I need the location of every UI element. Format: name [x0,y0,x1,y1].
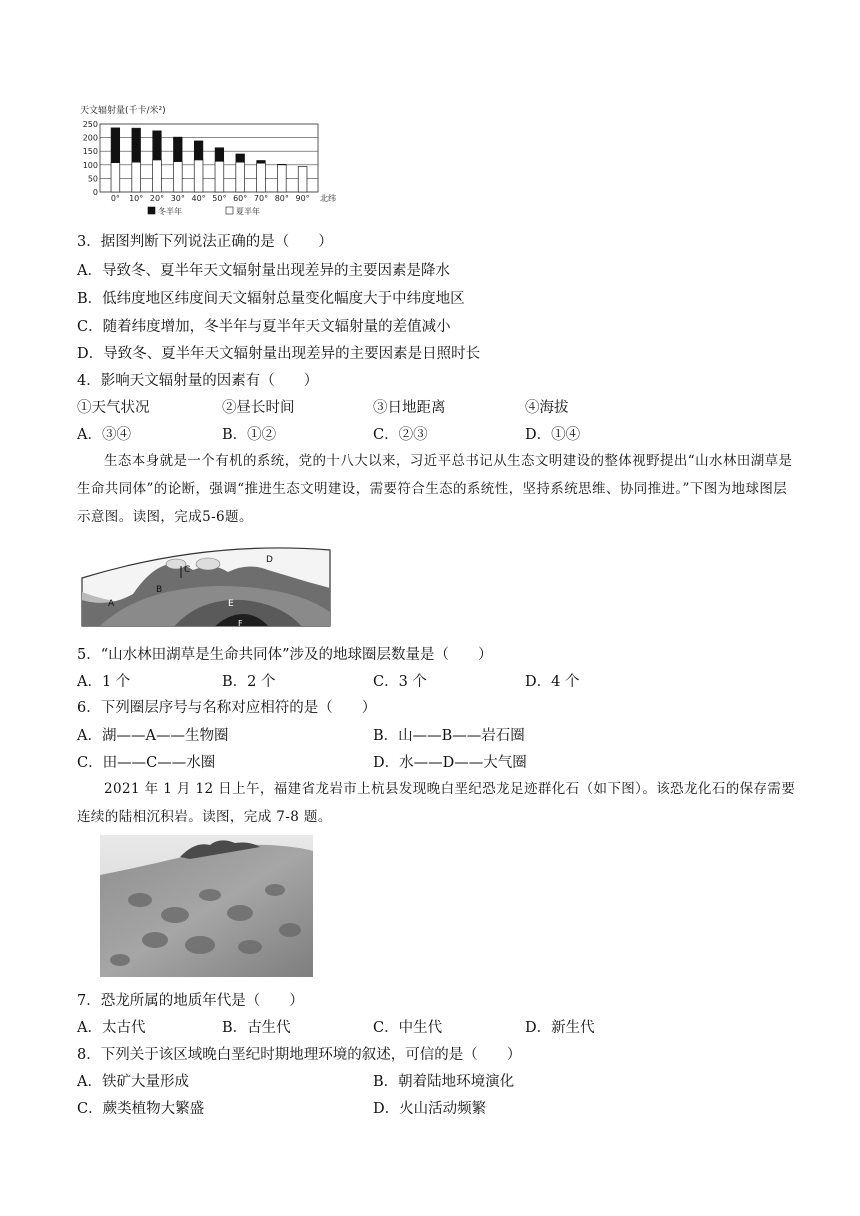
legend-swatch-summer [226,207,233,214]
q4-option-a: A．③④ [77,427,131,443]
y-tick-label: 0 [92,188,98,197]
q4-option-d: D．①④ [525,427,581,443]
passage-dinosaur: 2021 年 1 月 12 日上午，福建省龙岩市上杭县发现晚白垩纪恐龙足迹群化石（如下图）。该恐龙化石的保存需要连续的陆相沉积岩。读图，完成 7-8 题。 [77,781,796,825]
bar-winter [277,164,286,165]
q8-option-b: B．朝着陆地环境演化 [373,1074,515,1090]
y-tick-label: 50 [87,174,98,184]
x-tick-label: 90° [295,194,310,203]
y-tick-label: 250 [82,120,98,129]
q3-option-a: A．导致冬、夏半年天文辐射量出现差异的主要因素是降水 [77,263,450,279]
label-a: A [108,599,115,609]
legend-swatch-winter [148,207,155,214]
q5-stem: 5．“山水林田湖草是生命共同体”涉及的地球圈层数量是（ ） [77,647,493,663]
chart-ylabel: 天文辐射量(千卡/米²) [80,106,166,116]
q6-option-c: C．田——C——水圈 [77,755,216,771]
label-e: E [228,599,234,609]
q8-option-d: D．火山活动频繁 [373,1101,487,1117]
label-f: F [238,619,243,628]
bar-summer [173,162,182,192]
bar-winter [153,131,162,160]
q8-option-a: A．铁矿大量形成 [77,1074,189,1090]
q7-option-b: B．古生代 [222,1020,291,1036]
q6-option-a: A．湖——A——生物圈 [77,728,229,744]
bar-summer [215,161,224,192]
dinosaur-footprint-photo [100,835,313,977]
q4-item-1: ①天气状况 [77,400,150,416]
bar-winter [194,141,203,160]
bar-summer [111,163,120,192]
q5-option-c: C．3 个 [373,674,427,690]
bar-winter [257,160,266,163]
bar-winter [236,154,245,162]
legend-label-winter: 冬半年 [158,207,182,216]
q6-stem: 6．下列圈层序号与名称对应相符的是（ ） [77,700,377,716]
q7-option-d: D．新生代 [525,1020,595,1036]
x-axis-suffix: 北纬 [320,194,336,203]
bar-summer [236,162,245,192]
bar-summer [298,166,307,192]
q7-option-a: A．太古代 [77,1020,146,1036]
x-tick-label: 80° [274,194,289,203]
bar-winter [132,128,141,162]
q6-option-b: B．山——B——岩石圈 [373,728,525,744]
q8-stem: 8．下列关于该区域晚白垩纪时期地理环境的叙述，可信的是（ ） [77,1047,522,1063]
x-tick-label: 20° [149,194,165,203]
x-tick-label: 30° [170,194,185,203]
q4-option-c: C．②③ [373,427,428,443]
q5-option-a: A．1 个 [77,674,131,690]
bar-summer [132,162,141,192]
bar-winter [111,128,120,163]
q7-stem: 7．恐龙所属的地质年代是（ ） [77,993,304,1009]
earth-sphere-diagram [78,542,334,628]
q3-stem: 3．据图判断下列说法正确的是（ ） [77,234,333,250]
q3-option-d: D．导致冬、夏半年天文辐射量出现差异的主要因素是日照时长 [77,346,481,362]
q5-option-d: D．4 个 [525,674,580,690]
q4-item-2: ②昼长时间 [222,400,295,416]
x-tick-label: 40° [191,194,206,203]
q6-option-d: D．水——D——大气圈 [373,755,527,771]
label-c: C [184,565,191,575]
q4-item-3: ③日地距离 [373,400,446,416]
q8-option-c: C．蕨类植物大繁盛 [77,1101,205,1117]
q4-option-b: B．①② [222,427,277,443]
radiation-chart [78,100,348,225]
x-tick-label: 60° [233,194,248,203]
legend-label-summer: 夏半年 [236,207,260,216]
q3-option-c: C．随着纬度增加，冬半年与夏半年天文辐射量的差值减小 [77,319,451,335]
label-d: D [266,555,273,565]
y-tick-label: 100 [82,160,98,170]
bar-winter [173,137,182,161]
bar-summer [277,165,286,192]
x-tick-label: 0° [110,194,120,203]
bar-winter [215,148,224,162]
bar-summer [194,160,203,192]
y-tick-label: 150 [82,147,98,157]
passage-ecology: 生态本身就是一个有机的系统，党的十八大以来，习近平总书记从生态文明建设的整体视野提出“山水林田湖草是生命共同体”的论断，强调“推进生态文明建设，需要符合生态的系统性，坚持系统思维、协同推进。”下图为地球图层示意图。读图，完成5-6题。 [77,453,793,525]
q3-option-b: B．低纬度地区纬度间天文辐射总量变化幅度大于中纬度地区 [77,291,465,307]
q4-item-4: ④海拔 [525,400,569,416]
q7-option-c: C．中生代 [373,1020,443,1036]
label-b: B [156,585,163,595]
x-tick-label: 70° [253,194,269,203]
x-tick-label: 50° [212,194,227,203]
bar-summer [153,160,162,192]
y-tick-label: 200 [82,133,98,143]
q4-stem: 4．影响天文辐射量的因素有（ ） [77,373,319,389]
bar-summer [257,163,266,192]
q5-option-b: B．2 个 [222,674,276,690]
x-tick-label: 10° [129,194,144,203]
